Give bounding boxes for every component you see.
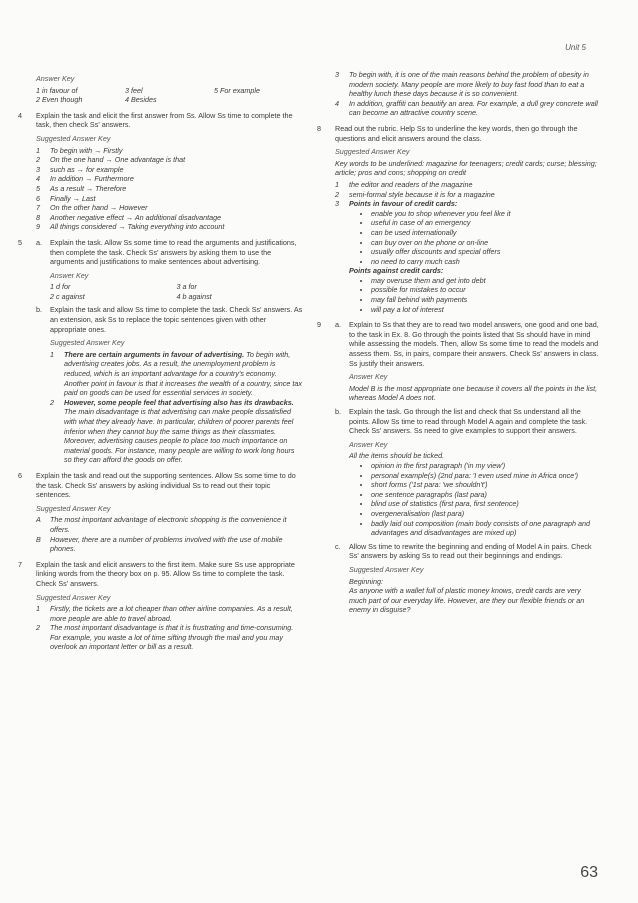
answer-item: 2 Even though <box>36 95 83 105</box>
right-column <box>317 70 600 621</box>
section-instructions: Read out the rubric. Help Ss to underline the key words, then go through the questions and elicit answers around the class. <box>335 123 578 143</box>
list-item: Points in favour of credit cards: <box>349 199 458 209</box>
list-item: • short forms ('1st para: 'we shouldn't') <box>371 480 600 490</box>
list-heading: Points against credit cards: <box>349 266 444 276</box>
bullet-list <box>349 276 600 314</box>
list-item: The most important advantage of electronic shopping is the convenience it offers. <box>50 515 287 534</box>
answer-label: Beginning: <box>349 576 383 586</box>
paragraph-body: The main disadvantage is that advertising can make people dissatisfied with what they already have. In particular, children of poorer parents feel inferior when they cannot buy the same things as their classmates. Moreover, advertising causes people to place too much importance on material goods. For instance, many people are willing to work long hours so they can afford the goods on offer. <box>64 407 295 465</box>
section-instructions: Explain the task and read out the supporting sentences. Allow Ss some time to do the task. Check Ss' answers by asking individual Ss to read out their topic sentences. <box>36 470 296 500</box>
list-item: In addition, graffiti can beautify an area. For example, a dull grey concrete wall can become an attractive country scene. <box>349 98 598 118</box>
unit-label: Unit 5 <box>565 43 586 52</box>
suggested-answer-title: Suggested Answer Key <box>36 133 111 143</box>
section-instructions: Explain the task. Allow Ss some time to read the arguments and justifications, then complete the task. Check Ss' answers by asking them to use the arguments and justifications to make sentences about advertising. <box>50 237 297 267</box>
answer-key-title: Answer Key <box>349 439 388 449</box>
subsection-9b <box>335 407 600 538</box>
subsection-letter: a. <box>36 237 42 247</box>
section-number: 6 <box>18 470 22 480</box>
answer-text: As anyone with a wallet full of plastic money knows, credit cards are very much part of our everyday life. However, are they our flexible friends or an enemy in disguise? <box>349 586 585 615</box>
list-item: The most important disadvantage is that it is frustrating and time-consuming. For example, you waste a lot of time sifting through the mail and you may overlook an important letter or bill as a result. <box>50 623 294 652</box>
answer-key-title: Answer Key <box>50 270 89 280</box>
answer-list: 1 There are certain arguments in favour of advertising. To begin with, advertising creates jobs. As a result, the unemployment problem is reduced, which is an important advantage for a country's economy. Another point in favour is that it increases the wealth of a country, since tax paid on goods can be used for essential services in society. 2 However, some people feel that advertising also has its drawbacks. The main disadvantage is that advertising can make people dissatisfied with what they already have. In particular, children of poorer parents feel inferior when they cannot buy the same things as their classmates. Moreover, advertising causes people to place too much importance on material goods. For instance, many people are willing to work long hours so they can afford the goods on offer. <box>50 349 302 465</box>
list-item: On the one hand → One advantage is that <box>50 155 186 165</box>
section-6 <box>18 471 303 554</box>
section-instructions: Allow Ss time to rewrite the beginning and ending of Model A in pairs. Check Ss' answers by asking Ss to read out their beginnings and endings. <box>349 541 592 561</box>
answer-list: 1 To begin with → Firstly 2 On the one hand → One advantage is that 3 such as → for example 4 In addition → Furthermore 5 As a result → Therefore 6 Finally → Last 7 On the other hand → However 8 Another negative effect → An additional disadvantage 9 All things considered → Taking everything into account <box>36 145 225 232</box>
suggested-answer-title: Suggested Answer Key <box>36 592 111 602</box>
section-instructions: Explain the task and elicit answers to the first item. Make sure Ss use appropriate linking words from the theory box on p. 95. Allow Ss time to complete the task. Check Ss' answers. <box>36 559 295 588</box>
answer-item: 1 in favour of <box>36 85 78 95</box>
continued-answers <box>317 70 600 118</box>
list-item: Finally → Last <box>50 193 96 203</box>
list-item: • enable you to shop whenever you feel like it <box>371 209 600 219</box>
list-item: On the other hand → However <box>50 203 148 213</box>
answer-key-title: Answer Key <box>36 74 75 83</box>
subsection-9a <box>335 320 600 403</box>
answer-item: 3 feel <box>125 85 143 95</box>
answer-item: 1 d for <box>50 282 71 292</box>
section-4 <box>18 111 303 232</box>
subsection-5b <box>36 305 303 465</box>
list-item: • will pay a lot of interest <box>371 305 600 315</box>
list-item: • badly laid out composition (main body consists of one paragraph and advantages and disadvantages are mixed up) <box>371 519 600 538</box>
list-item: To begin with → Firstly <box>50 145 123 155</box>
section-number: 7 <box>18 559 22 569</box>
list-item: However, there are a number of problems involved with the use of mobile phones. <box>50 534 283 554</box>
list-item: • can be used internationally <box>371 228 600 238</box>
list-item: In addition → Furthermore <box>50 174 134 184</box>
section-instructions: Explain the task and elicit the first answer from Ss. Allow Ss time to complete the task, then check Ss' answers. <box>36 110 293 130</box>
subsection-letter: b. <box>36 305 42 315</box>
list-item: such as → for example <box>50 164 124 174</box>
list-item: • may fall behind with payments <box>371 295 600 305</box>
key-words: Key words to be underlined: magazine for teenagers; credit cards; curse; blessing; article; pros and cons; shopping on credit <box>335 158 597 178</box>
answer-item: 5 For example <box>214 85 260 95</box>
topic-sentence: However, some people feel that advertising also has its drawbacks. <box>64 397 294 407</box>
answer-text: All the items should be ticked. <box>349 451 445 461</box>
answer-list: A The most important advantage of electronic shopping is the convenience it offers. B However, there are a number of problems involved with the use of mobile phones. <box>36 515 287 554</box>
page-number: 63 <box>580 864 598 882</box>
answer-item: 3 a for <box>176 282 197 292</box>
section-number: 9 <box>317 320 321 330</box>
section-7 <box>18 560 303 652</box>
section-number: 4 <box>18 110 22 120</box>
subsection-letter: a. <box>335 320 341 330</box>
suggested-answer-title: Suggested Answer Key <box>349 564 424 574</box>
answer-item: 4 Besides <box>125 95 157 105</box>
subsection-9c <box>335 542 600 615</box>
list-item: Another negative effect → An additional disadvantage <box>50 212 222 222</box>
section-9 <box>317 320 600 615</box>
suggested-answer-title: Suggested Answer Key <box>50 338 125 348</box>
section-instructions: Explain the task and allow Ss time to complete the task. Check Ss' answers. As an extension, ask Ss to replace the topic sentences given with other appropriate ones. <box>50 305 303 334</box>
section-8 <box>317 124 600 314</box>
suggested-answer-title: Suggested Answer Key <box>335 147 410 157</box>
answer-item: 2 c against <box>50 291 85 301</box>
suggested-answer-title: Suggested Answer Key <box>36 503 111 513</box>
answer-text: Model B is the most appropriate one because it covers all the points in the list, whereas Model A does not. <box>349 383 598 403</box>
list-item: To begin with, it is one of the main reasons behind the problem of obesity in modern society. Many people are more likely to buy fast food than to eat a healthy lunch these days because it is so convenient. <box>349 70 589 99</box>
topic-sentence: There are certain arguments in favour of advertising. <box>64 349 245 359</box>
subsection-letter: b. <box>335 407 341 416</box>
list-item: • one sentence paragraphs (last para) <box>371 490 600 500</box>
list-item: • may overuse them and get into debt <box>371 276 600 286</box>
list-item: • usually offer discounts and special offers <box>371 247 600 257</box>
answer-list: 3 To begin with, it is one of the main reasons behind the problem of obesity in modern society. Many people are more likely to buy fast food than to eat a healthy lunch these days because it is so convenient. 4 In addition, graffiti can beautify an area. For example, a dull grey concrete wall can become an attractive country scene. <box>335 70 598 118</box>
list-item: As a result → Therefore <box>50 183 127 193</box>
answer-key-block <box>18 74 303 105</box>
answer-item: 4 b against <box>176 291 212 301</box>
bullet-list <box>349 461 600 538</box>
subsection-5a <box>36 238 303 302</box>
list-item: Firstly, the tickets are a lot cheaper than other airline companies. As a result, more people are able to travel abroad. <box>50 604 293 623</box>
list-item: • blind use of statistics (first para, first sentence) <box>371 499 600 509</box>
list-item: • overgeneralisation (last para) <box>371 509 600 519</box>
paragraph-body: To begin with, advertising creates jobs. As a result, the unemployment problem is reduced, which is an important advantage for a country's economy. Another point in favour is that it increases the wealth of a country, since tax paid on goods can be used for essential services in society. <box>64 349 302 398</box>
answer-list: 1 the editor and readers of the magazine 2 semi-formal style because it is for a magazine 3 Points in favour of credit cards: • enable you to shop whenever you feel like it • useful in case of an emergency • can be used internationally • can buy over on the phone or on-line • usually offer discounts and special offers • no need to carry much cash Points against credit cards: • may overuse them and get into debt • possible for mistakes to occur • may fall behind with payments • will pay a lot of interest <box>335 180 600 314</box>
section-instructions: Explain the task. Go through the list and check that Ss understand all the points. Allow Ss time to read through Model A again and complete the task. Check Ss' answers. Ss need to give examples to support their answers. <box>349 407 588 436</box>
answer-key-grid <box>50 282 303 301</box>
list-item: • can buy over on the phone or on-line <box>371 238 600 248</box>
left-column <box>18 70 303 658</box>
list-item: All things considered → Taking everything into account <box>50 222 225 232</box>
list-item: the editor and readers of the magazine <box>349 179 473 189</box>
list-item: • personal example(s) (2nd para: 'I even used mine in Africa once') <box>371 471 600 481</box>
section-instructions: Explain to Ss that they are to read two model answers, one good and one bad, to the task in Ex. 8. Go through the points listed that Ss should have in mind while assessing the models. Then, allow Ss some time to read the models and assess them. Ss, in pairs, compare their answers. Check Ss' answers in class. Ss justify their answers. <box>349 320 599 368</box>
answer-key-title: Answer Key <box>349 372 388 382</box>
section-number: 5 <box>18 237 22 247</box>
list-item: semi-formal style because it is for a magazine <box>349 189 495 199</box>
subsection-letter: c. <box>335 541 341 551</box>
list-item: • possible for mistakes to occur <box>371 285 600 295</box>
answer-list: 1 Firstly, the tickets are a lot cheaper than other airline companies. As a result, more people are able to travel abroad. 2 The most important disadvantage is that it is frustrating and time-consuming. For example, you waste a lot of time sifting through the mail and you may overlook an important letter or bill as a result. <box>36 604 294 652</box>
section-number: 8 <box>317 123 321 133</box>
answer-key-grid <box>36 86 303 105</box>
section-5 <box>18 238 303 465</box>
bullet-list <box>349 209 600 267</box>
list-item: • no need to carry much cash <box>371 257 600 267</box>
list-item: • opinion in the first paragraph ('in my view') <box>371 461 600 471</box>
list-item: • useful in case of an emergency <box>371 218 600 228</box>
